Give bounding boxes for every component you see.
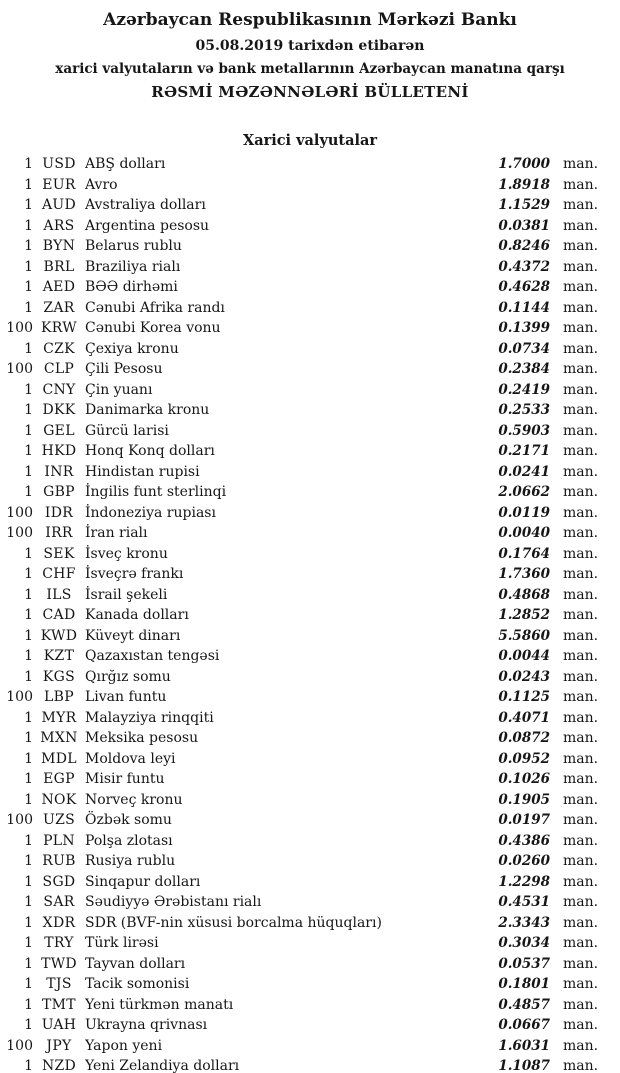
effective-date-line: 05.08.2019 tarixdən etibarən [195, 38, 425, 54]
row-currency-name: Yeni Zelandiya dolları [85, 1058, 240, 1073]
row-rate-value: 0.4531 [498, 894, 550, 910]
row-currency-name: BƏƏ dirhəmi [85, 279, 178, 295]
row-currency-code: MXN [40, 730, 78, 746]
document-header [0, 0, 620, 103]
row-unit-label: man. [563, 873, 599, 890]
row-unit-label: man. [563, 320, 599, 336]
row-rate-value: 1.2852 [498, 607, 550, 623]
row-currency-code: SGD [42, 873, 76, 890]
row-unit-label: man. [563, 422, 599, 439]
row-currency-name: Qırğız somu [85, 668, 171, 685]
row-unit-label: man. [563, 894, 599, 910]
row-currency-code: ILS [46, 586, 72, 603]
table-row [0, 851, 620, 872]
row-currency-name: Braziliya rialı [85, 258, 181, 275]
row-currency-name: Özbək somu [85, 812, 172, 828]
row-rate-value: 0.0243 [498, 668, 550, 685]
row-currency-name: Avstraliya dolları [85, 197, 206, 213]
row-unit-label: man. [563, 340, 599, 357]
table-row [0, 605, 620, 626]
row-currency-code: EUR [42, 176, 76, 193]
row-currency-name: Avro [85, 176, 118, 193]
row-currency-name: İsveçrə frankı [85, 566, 184, 582]
row-quantity: 1 [24, 402, 33, 418]
row-unit-label: man. [563, 996, 599, 1013]
row-quantity: 1 [24, 340, 33, 357]
row-currency-name: Tayvan dolları [85, 955, 186, 972]
row-unit-label: man. [563, 463, 599, 480]
row-unit-label: man. [563, 238, 599, 254]
table-row [0, 421, 620, 442]
row-unit-label: man. [563, 648, 599, 664]
row-currency-name: Kanada dolları [85, 607, 189, 623]
row-rate-value: 2.0662 [498, 484, 550, 500]
table-row [0, 790, 620, 811]
row-currency-name: Çili Pesosu [85, 361, 163, 377]
row-rate-value: 0.0734 [498, 340, 550, 357]
row-quantity: 1 [24, 607, 33, 623]
row-quantity: 1 [24, 750, 33, 767]
row-rate-value: 0.2384 [498, 361, 550, 377]
row-currency-code: KWD [40, 627, 78, 644]
row-currency-code: KGS [42, 668, 76, 685]
row-currency-name: Sinqapur dolları [85, 873, 201, 890]
bank-name-title: Azərbaycan Respublikasının Mərkəzi Bankı [103, 10, 517, 30]
table-row [0, 277, 620, 298]
row-currency-code: INR [44, 463, 74, 480]
row-currency-name: Ukrayna qrivnası [85, 1017, 208, 1033]
row-rate-value: 5.5860 [498, 627, 550, 644]
row-unit-label: man. [563, 566, 599, 582]
table-row [0, 626, 620, 647]
table-row [0, 646, 620, 667]
row-quantity: 1 [24, 771, 33, 787]
row-currency-name: Qazaxıstan tengəsi [85, 648, 220, 664]
row-quantity: 1 [24, 1058, 33, 1073]
row-currency-code: IRR [45, 525, 73, 541]
row-rate-value: 0.0381 [498, 217, 550, 234]
row-rate-value: 1.1087 [498, 1058, 550, 1073]
row-unit-label: man. [563, 914, 599, 931]
row-currency-name: Norveç kronu [85, 791, 183, 808]
row-rate-value: 0.0537 [498, 955, 550, 972]
row-currency-code: GBP [43, 484, 75, 500]
table-row [0, 974, 620, 995]
row-currency-name: İran rialı [85, 525, 148, 541]
row-currency-name: Yeni türkmən manatı [85, 996, 234, 1013]
row-currency-code: TRY [44, 935, 74, 951]
row-rate-value: 0.4868 [498, 586, 550, 603]
row-unit-label: man. [563, 668, 599, 685]
row-currency-code: PLN [43, 832, 75, 849]
scope-line: xarici valyutaların və bank metallarının Azərbaycan manatına qarşı [55, 61, 565, 77]
row-currency-name: Tacik somonisi [85, 976, 190, 992]
row-currency-code: ZAR [43, 299, 75, 316]
table-row [0, 216, 620, 237]
table-row [0, 236, 620, 257]
row-currency-code: SAR [43, 894, 75, 910]
row-rate-value: 0.0260 [498, 853, 550, 869]
table-row [0, 1056, 620, 1073]
row-quantity: 1 [24, 463, 33, 480]
row-quantity: 1 [24, 1017, 33, 1033]
row-rate-value: 1.1529 [498, 197, 550, 213]
row-rate-value: 0.3034 [498, 935, 550, 951]
table-row [0, 318, 620, 339]
table-row [0, 728, 620, 749]
row-unit-label: man. [563, 689, 599, 705]
row-rate-value: 0.1905 [498, 791, 550, 808]
table-row [0, 441, 620, 462]
row-unit-label: man. [563, 832, 599, 849]
row-currency-name: Səudiyyə Ərəbistanı rialı [85, 894, 262, 910]
row-rate-value: 1.7000 [498, 156, 550, 172]
row-quantity: 1 [24, 791, 33, 808]
row-quantity: 1 [24, 873, 33, 890]
table-row [0, 400, 620, 421]
row-rate-value: 1.6031 [498, 1037, 550, 1054]
table-row [0, 544, 620, 565]
row-rate-value: 1.8918 [498, 176, 550, 193]
row-rate-value: 0.1801 [498, 976, 550, 992]
row-currency-name: Çin yuanı [85, 381, 153, 398]
table-row [0, 810, 620, 831]
row-currency-name: Malayziya rinqqiti [85, 709, 214, 726]
table-row [0, 1036, 620, 1057]
row-currency-code: DKK [42, 402, 76, 418]
row-rate-value: 0.5903 [498, 422, 550, 439]
row-rate-value: 0.0040 [498, 525, 550, 541]
row-quantity: 1 [24, 566, 33, 582]
row-quantity: 1 [24, 176, 33, 193]
row-currency-name: SDR (BVF-nin xüsusi borcalma hüquqları) [85, 914, 382, 931]
row-unit-label: man. [563, 607, 599, 623]
row-rate-value: 0.1026 [498, 771, 550, 787]
row-currency-code: KRW [41, 320, 77, 336]
row-currency-code: USD [42, 156, 76, 172]
row-currency-name: Hindistan rupisi [85, 463, 200, 480]
row-quantity: 1 [24, 914, 33, 931]
row-currency-name: Türk lirəsi [85, 935, 159, 951]
row-unit-label: man. [563, 402, 599, 418]
row-rate-value: 0.0872 [498, 730, 550, 746]
row-quantity: 1 [24, 258, 33, 275]
row-currency-name: Cənubi Afrika randı [85, 299, 225, 316]
row-currency-name: Livan funtu [85, 689, 167, 705]
row-quantity: 1 [24, 279, 33, 295]
row-rate-value: 0.1764 [498, 545, 550, 562]
row-unit-label: man. [563, 443, 599, 459]
row-currency-code: CAD [42, 607, 76, 623]
table-row [0, 913, 620, 934]
row-currency-name: ABŞ dolları [85, 156, 166, 172]
row-currency-code: NOK [41, 791, 77, 808]
row-quantity: 1 [24, 217, 33, 234]
row-unit-label: man. [563, 1037, 599, 1054]
row-currency-name: Belarus rublu [85, 238, 182, 254]
row-unit-label: man. [563, 730, 599, 746]
row-quantity: 1 [24, 586, 33, 603]
row-currency-name: Küveyt dinarı [85, 627, 181, 644]
table-row [0, 523, 620, 544]
table-row [0, 257, 620, 278]
table-row [0, 195, 620, 216]
row-unit-label: man. [563, 299, 599, 316]
rates-table [0, 154, 620, 1073]
table-row [0, 503, 620, 524]
row-rate-value: 1.2298 [498, 873, 550, 890]
row-unit-label: man. [563, 586, 599, 603]
table-row [0, 359, 620, 380]
row-rate-value: 0.2533 [498, 402, 550, 418]
row-currency-name: Argentina pesosu [85, 217, 210, 234]
table-row [0, 585, 620, 606]
row-rate-value: 0.0667 [498, 1017, 550, 1033]
row-currency-name: İsveç kronu [85, 545, 168, 562]
row-quantity: 1 [24, 197, 33, 213]
row-currency-code: UZS [42, 812, 76, 828]
row-quantity: 1 [24, 935, 33, 951]
row-quantity: 1 [24, 381, 33, 398]
table-row [0, 154, 620, 175]
row-currency-code: BRL [43, 258, 75, 275]
table-row [0, 298, 620, 319]
row-quantity: 1 [24, 955, 33, 972]
row-quantity: 1 [24, 422, 33, 439]
row-currency-name: Gürcü larisi [85, 422, 169, 439]
row-currency-name: Yapon yeni [85, 1037, 163, 1054]
row-unit-label: man. [563, 812, 599, 828]
row-currency-code: SEK [43, 545, 75, 562]
row-unit-label: man. [563, 709, 599, 726]
row-currency-code: BYN [42, 238, 76, 254]
row-rate-value: 0.4372 [498, 258, 550, 275]
row-currency-code: TMT [42, 996, 76, 1013]
row-currency-name: Meksika pesosu [85, 730, 199, 746]
row-currency-code: EGP [43, 771, 75, 787]
row-rate-value: 0.1125 [498, 689, 550, 705]
row-rate-value: 0.0952 [498, 750, 550, 767]
row-currency-code: KZT [43, 648, 75, 664]
row-currency-name: Cənubi Korea vonu [85, 320, 221, 336]
row-unit-label: man. [563, 176, 599, 193]
row-currency-code: NZD [41, 1058, 77, 1073]
row-currency-name: İsrail şekeli [85, 586, 168, 603]
row-rate-value: 0.0241 [498, 463, 550, 480]
row-currency-code: JPY [46, 1037, 72, 1054]
row-quantity: 1 [24, 894, 33, 910]
row-unit-label: man. [563, 217, 599, 234]
table-row [0, 462, 620, 483]
row-unit-label: man. [563, 545, 599, 562]
table-row [0, 995, 620, 1016]
row-quantity: 1 [24, 238, 33, 254]
table-row [0, 872, 620, 893]
row-quantity: 1 [24, 156, 33, 172]
table-row [0, 667, 620, 688]
row-unit-label: man. [563, 791, 599, 808]
row-currency-code: RUB [42, 853, 76, 869]
row-quantity: 1 [24, 853, 33, 869]
row-quantity: 1 [24, 627, 33, 644]
row-rate-value: 0.0197 [498, 812, 550, 828]
row-quantity: 100 [6, 361, 33, 377]
row-quantity: 100 [6, 320, 33, 336]
table-row [0, 339, 620, 360]
row-unit-label: man. [563, 771, 599, 787]
row-quantity: 100 [6, 689, 33, 705]
row-rate-value: 1.7360 [498, 566, 550, 582]
row-unit-label: man. [563, 258, 599, 275]
row-quantity: 1 [24, 730, 33, 746]
row-unit-label: man. [563, 750, 599, 767]
row-quantity: 1 [24, 545, 33, 562]
row-quantity: 1 [24, 976, 33, 992]
table-row [0, 954, 620, 975]
row-unit-label: man. [563, 484, 599, 500]
row-unit-label: man. [563, 976, 599, 992]
row-currency-name: Danimarka kronu [85, 402, 210, 418]
table-row [0, 708, 620, 729]
row-unit-label: man. [563, 853, 599, 869]
row-currency-name: Misir funtu [85, 771, 165, 787]
row-currency-code: HKD [41, 443, 77, 459]
row-quantity: 1 [24, 484, 33, 500]
bulletin-title: RƏSMİ MƏZƏNNƏLƏRİ BÜLLETENİ [151, 83, 469, 101]
row-currency-code: LBP [44, 689, 74, 705]
row-currency-code: MDL [41, 750, 77, 767]
row-currency-name: İndoneziya rupiası [85, 504, 216, 521]
row-rate-value: 0.8246 [498, 238, 550, 254]
row-rate-value: 0.4857 [498, 996, 550, 1013]
row-currency-code: AUD [41, 197, 77, 213]
row-quantity: 1 [24, 996, 33, 1013]
section-title-foreign-currencies: Xarici valyutalar [242, 132, 378, 149]
table-row [0, 687, 620, 708]
row-unit-label: man. [563, 935, 599, 951]
row-unit-label: man. [563, 1058, 599, 1073]
row-unit-label: man. [563, 525, 599, 541]
row-currency-name: İngilis funt sterlinqi [85, 484, 227, 500]
table-row [0, 380, 620, 401]
row-currency-code: CZK [43, 340, 75, 357]
row-quantity: 1 [24, 443, 33, 459]
row-currency-name: Rusiya rublu [85, 853, 176, 869]
row-currency-code: ARS [43, 217, 75, 234]
row-quantity: 1 [24, 648, 33, 664]
row-unit-label: man. [563, 1017, 599, 1033]
row-rate-value: 0.0119 [498, 504, 550, 521]
row-rate-value: 0.1399 [498, 320, 550, 336]
row-quantity: 100 [6, 525, 33, 541]
row-quantity: 1 [24, 709, 33, 726]
table-row [0, 482, 620, 503]
table-row [0, 769, 620, 790]
row-unit-label: man. [563, 504, 599, 521]
row-unit-label: man. [563, 279, 599, 295]
row-rate-value: 2.3343 [498, 914, 550, 931]
row-quantity: 1 [24, 832, 33, 849]
row-currency-code: TWD [41, 955, 77, 972]
row-currency-code: CLP [43, 361, 75, 377]
row-currency-code: GEL [43, 422, 75, 439]
row-unit-label: man. [563, 197, 599, 213]
row-rate-value: 0.4071 [498, 709, 550, 726]
row-rate-value: 0.4628 [498, 279, 550, 295]
table-row [0, 749, 620, 770]
row-quantity: 1 [24, 668, 33, 685]
row-currency-code: MYR [41, 709, 77, 726]
table-row [0, 564, 620, 585]
row-currency-code: TJS [46, 976, 72, 992]
row-currency-code: CNY [42, 381, 76, 398]
row-currency-code: CHF [42, 566, 76, 582]
row-quantity: 100 [6, 504, 33, 521]
row-rate-value: 0.0044 [498, 648, 550, 664]
row-rate-value: 0.2419 [498, 381, 550, 398]
row-currency-code: IDR [44, 504, 74, 521]
table-row [0, 892, 620, 913]
row-rate-value: 0.2171 [498, 443, 550, 459]
row-currency-name: Çexiya kronu [85, 340, 179, 357]
row-currency-code: AED [42, 279, 76, 295]
row-rate-value: 0.4386 [498, 832, 550, 849]
row-currency-name: Honq Konq dolları [85, 443, 215, 459]
table-row [0, 831, 620, 852]
row-quantity: 100 [6, 1037, 33, 1054]
row-unit-label: man. [563, 381, 599, 398]
row-unit-label: man. [563, 627, 599, 644]
row-unit-label: man. [563, 361, 599, 377]
row-rate-value: 0.1144 [498, 299, 550, 316]
table-row [0, 1015, 620, 1036]
row-currency-code: UAH [41, 1017, 77, 1033]
row-unit-label: man. [563, 156, 599, 172]
row-quantity: 100 [6, 812, 33, 828]
row-unit-label: man. [563, 955, 599, 972]
table-row [0, 175, 620, 196]
row-currency-name: Polşa zlotası [85, 832, 173, 849]
table-row [0, 933, 620, 954]
row-quantity: 1 [24, 299, 33, 316]
row-currency-name: Moldova leyi [85, 750, 176, 767]
row-currency-code: XDR [42, 914, 76, 931]
